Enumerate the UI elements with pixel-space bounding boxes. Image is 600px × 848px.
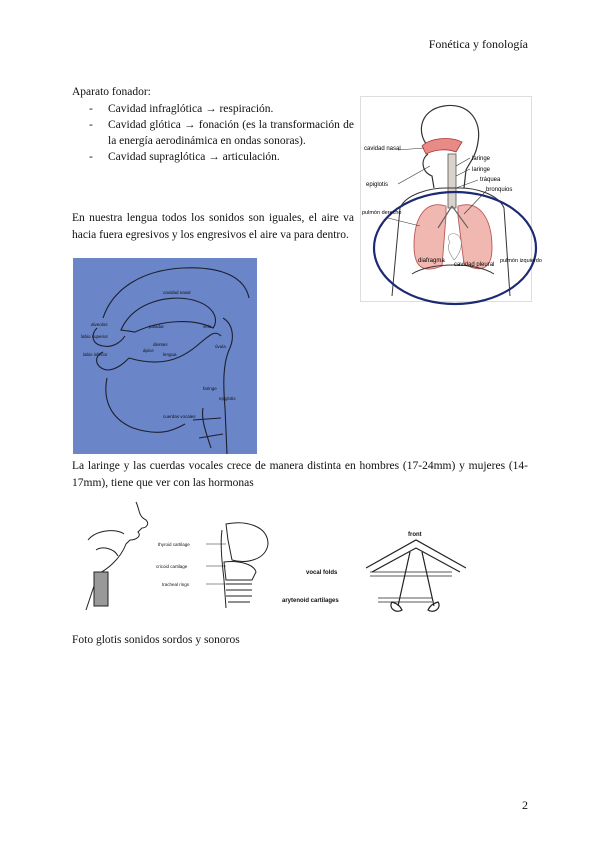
label-apice: ápice — [143, 348, 154, 353]
label-laringe: laringe — [472, 156, 491, 162]
section-title: Aparato fonador: — [72, 86, 151, 98]
list-item: - Cavidad infraglótica → respiración. — [72, 101, 354, 117]
list-item: - Cavidad supraglótica → articulación. — [72, 149, 354, 165]
list-item: - Cavidad glótica → fonación (es la transformación de la energía aerodinámica en ondas sonoras). — [72, 117, 354, 149]
paragraph-glotis: Foto glotis sonidos sordos y sonoros — [72, 634, 240, 646]
larynx-figure — [76, 500, 272, 618]
label-traquea: tráquea — [480, 177, 501, 183]
paragraph-laringe: La laringe y las cuerdas vocales crece de manera distinta en hombres (17-24mm) y mujeres (14-17mm), tiene que ver con las hormonas — [72, 460, 528, 489]
label-pulmon-izquierdo: pulmón izquierdo — [500, 258, 542, 264]
paragraph-egresivos: En nuestra lengua todos los sonidos son iguales, el aire va hacia fuera egresivos y los engresivos el aire va para dentro. — [72, 212, 354, 241]
glottis-figure — [282, 528, 492, 616]
label-epiglotis: epiglotis — [219, 396, 236, 401]
thyroid-arc — [366, 540, 466, 568]
label-faringe: faringe — [203, 386, 217, 391]
label-dientes: dientes — [153, 342, 168, 347]
label-cricoid: cricoid cartilage — [156, 564, 188, 569]
label-cuerdas-vocales: cuerdas vocales — [163, 414, 196, 419]
label-front: front — [408, 532, 422, 538]
vocal-tract-figure — [73, 258, 257, 454]
label-lengua: lengua — [163, 352, 177, 357]
label-paladar: paladar — [149, 324, 165, 329]
label-cavidad-nasal: cavidad nasal — [163, 290, 191, 295]
label-alveolos: alveolos — [91, 322, 108, 327]
label-velo: velo — [203, 324, 212, 329]
trachea-shape — [448, 154, 456, 208]
label-vocal-folds: vocal folds — [306, 570, 338, 576]
respiratory-system-figure — [360, 96, 542, 302]
label-laringe-2: laringe — [472, 167, 491, 173]
label-cavidad-pleural: cavidad pleural — [454, 262, 495, 268]
label-epiglotis: epiglotis — [366, 182, 389, 188]
label-labio-inferior: labio inferior — [83, 352, 108, 357]
label-thyroid: thyroid cartilage — [158, 542, 190, 547]
page-number: 2 — [522, 798, 528, 812]
label-uvula: úvula — [215, 344, 226, 349]
page-header: Fonética y fonología — [428, 37, 528, 51]
bullet-list — [72, 101, 354, 165]
label-labio-superior: labio superior — [81, 334, 109, 339]
label-cavidad-nasal: cavidad nasal — [364, 146, 401, 152]
label-diafragma: diafragma — [418, 258, 445, 264]
label-pulmon-derecho: pulmón derecho — [362, 210, 402, 216]
label-arytenoid: arytenoid cartilages — [282, 598, 339, 604]
label-bronquios: bronquios — [486, 187, 513, 193]
label-tracheal: tracheal rings — [162, 582, 190, 587]
